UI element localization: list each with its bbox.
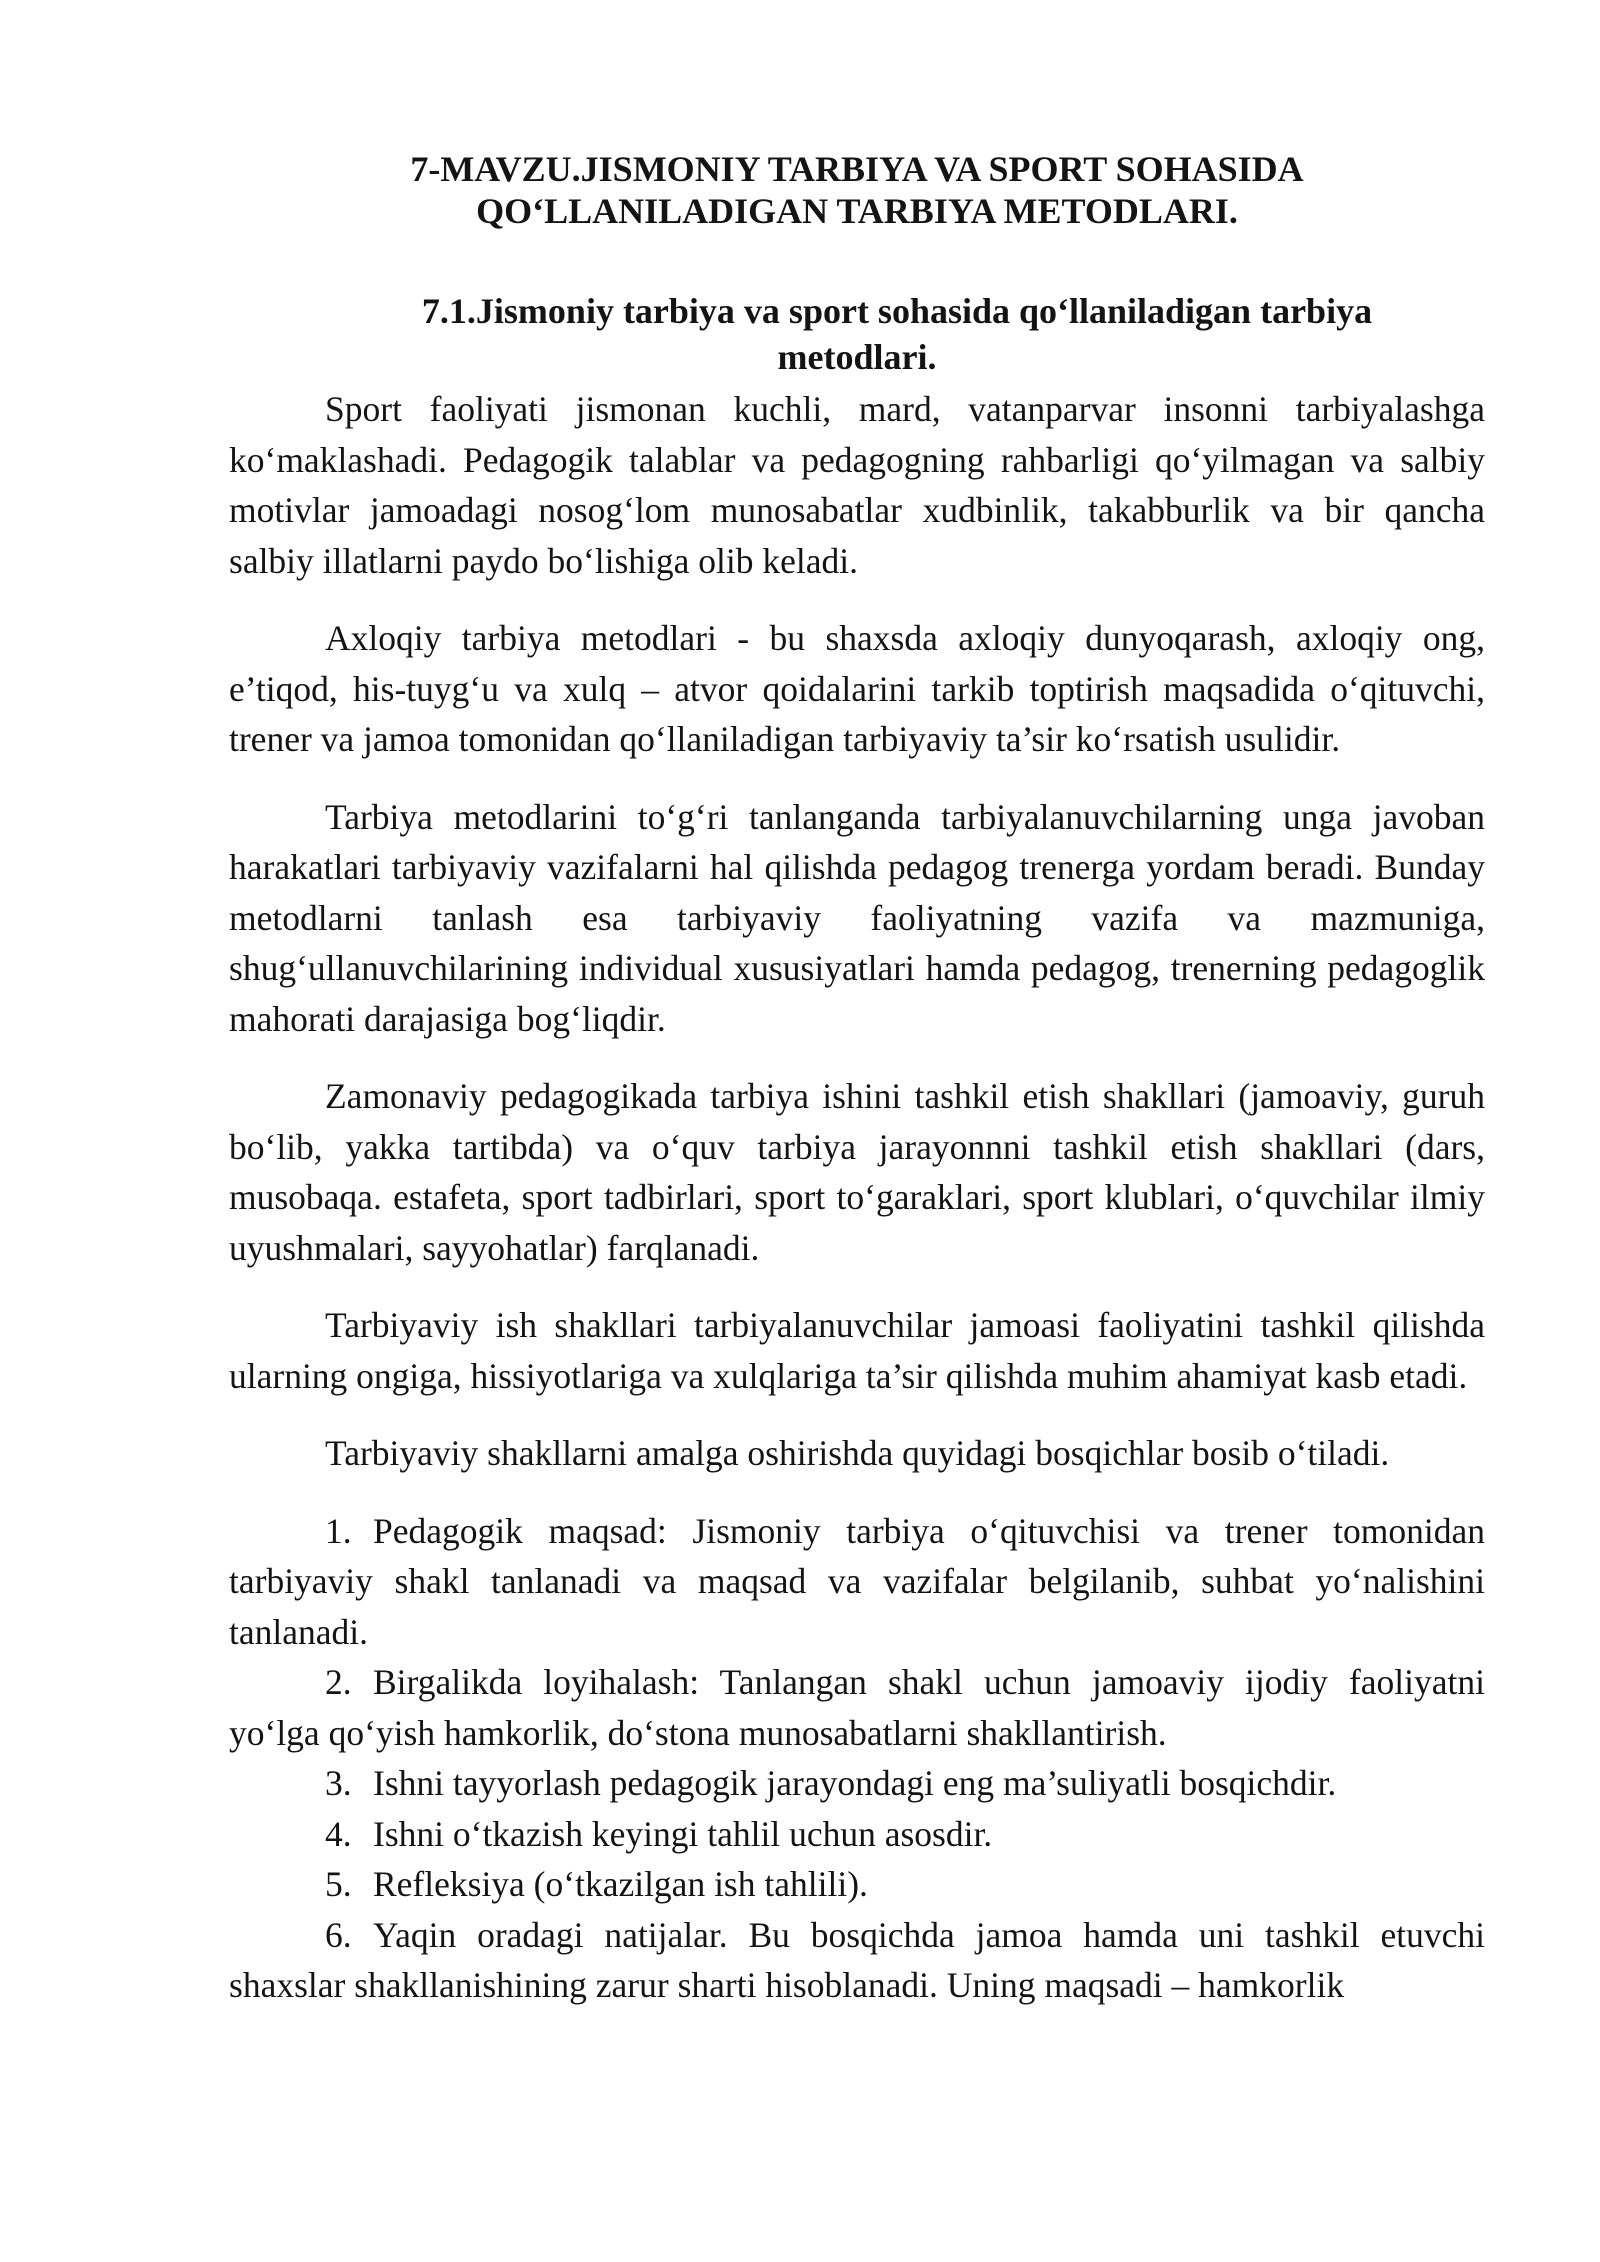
document-body — [229, 148, 1485, 2011]
list-item — [229, 1910, 1485, 2011]
list-item-text: Refleksiya (o‘tkazilgan ish tahlili). — [373, 1864, 868, 1904]
section-heading-line-1: 7.1.Jismoniy tarbiya va sport sohasida qo‘llaniladigan tarbiya — [421, 291, 1373, 331]
page-title — [229, 148, 1485, 232]
list-item-text: Ishni tayyorlash pedagogik jarayondagi eng ma’suliyatli bosqichdir. — [373, 1763, 1337, 1803]
section-heading — [229, 288, 1485, 380]
paragraph: Tarbiyaviy ish shakllari tarbiyalanuvchilar jamoasi faoliyatini tashkil qilishda ularning ongiga, hissiyotlariga va xulqlariga ta’sir qilishda muhim ahamiyat kasb etadi. — [229, 1305, 1485, 1396]
list-item-number: 3. — [325, 1763, 352, 1803]
list-item — [229, 1758, 1485, 1809]
section-heading-line-2: metodlari. — [777, 337, 937, 377]
paragraph: Tarbiya metodlarini to‘g‘ri tanlanganda tarbiyalanuvchilarning unga javoban harakatlari tarbiyaviy vazifalarni hal qilishda pedagog trenerga yordam beradi. Bunday metodlarni tanlash esa tarbiyaviy faoliyatning vazifa va mazmuniga, shug‘ullanuvchilarining individual xususiyatlari hamda pedagog, trenerning pedagoglik mahorati darajasiga bog‘liqdir. — [229, 796, 1485, 1039]
title-line-1: 7-MAVZU.JISMONIY TARBIYA VA SPORT SOHASIDA — [410, 149, 1304, 189]
title-line-2: QO‘LLANILADIGAN TARBIYA METODLARI. — [476, 191, 1238, 231]
list-item-text: Yaqin oradagi natijalar. Bu bosqichda jamoa hamda uni tashkil etuvchi shaxslar shakllanishining zarur sharti hisoblanadi. Uning maqsadi – hamkorlik — [229, 1914, 1485, 2005]
list-item — [229, 1506, 1485, 1658]
list-item — [229, 1859, 1485, 1910]
list-item-number: 1. — [325, 1510, 352, 1551]
list-item-number: 5. — [325, 1864, 352, 1904]
list-item-text: Pedagogik maqsad: Jismoniy tarbiya o‘qituvchisi va trener tomonidan tarbiyaviy shakl tanlanadi va maqsad va vazifalar belgilanib, suhbat yo‘nalishini tanlanadi. — [229, 1510, 1485, 1652]
list-item-number: 6. — [325, 1914, 352, 1955]
paragraph: Tarbiyaviy shakllarni amalga oshirishda quyidagi bosqichlar bosib o‘tiladi. — [325, 1433, 1390, 1473]
list-item-text: Birgalikda loyihalash: Tanlangan shakl uchun jamoaviy ijodiy faoliyatni yo‘lga qo‘yish hamkorlik, do‘stona munosabatlarni shakllantirish. — [229, 1662, 1485, 1753]
paragraph: Axloqiy tarbiya metodlari - bu shaxsda axloqiy dunyoqarash, axloqiy ong, e’tiqod, his-tuyg‘u va xulq – atvor qoidalarini tarkib toptirish maqsadida o‘qituvchi, trener va jamoa tomonidan qo‘llaniladigan tarbiyaviy ta’sir ko‘rsatish usulidir. — [229, 618, 1485, 759]
list-item-number: 2. — [325, 1662, 352, 1702]
paragraph: Zamonaviy pedagogikada tarbiya ishini tashkil etish shakllari (jamoaviy, guruh bo‘lib, yakka tartibda) va o‘quv tarbiya jarayonnni tashkil etish shakllari (dars, musobaqa. estafeta, sport tadbirlari, sport to‘garaklari, sport klublari, o‘quvchilar ilmiy uyushmalari, sayyohatlar) farqlanadi. — [229, 1076, 1485, 1268]
list-item-text: Ishni o‘tkazish keyingi tahlil uchun asosdir. — [373, 1813, 993, 1854]
paragraph: Sport faoliyati jismonan kuchli, mard, vatanparvar insonni tarbiyalashga ko‘maklashadi. Pedagogik talablar va pedagogning rahbarligi qo‘yilmagan va salbiy motivlar jamoadagi nosog‘lom munosabatlar xudbinlik, takabburlik va bir qancha salbiy illatlarni paydo bo‘lishiga olib keladi. — [229, 389, 1485, 581]
list-item — [229, 1657, 1485, 1758]
list-item — [229, 1809, 1485, 1860]
list-item-number: 4. — [325, 1813, 352, 1854]
stages-list — [229, 1506, 1485, 2011]
